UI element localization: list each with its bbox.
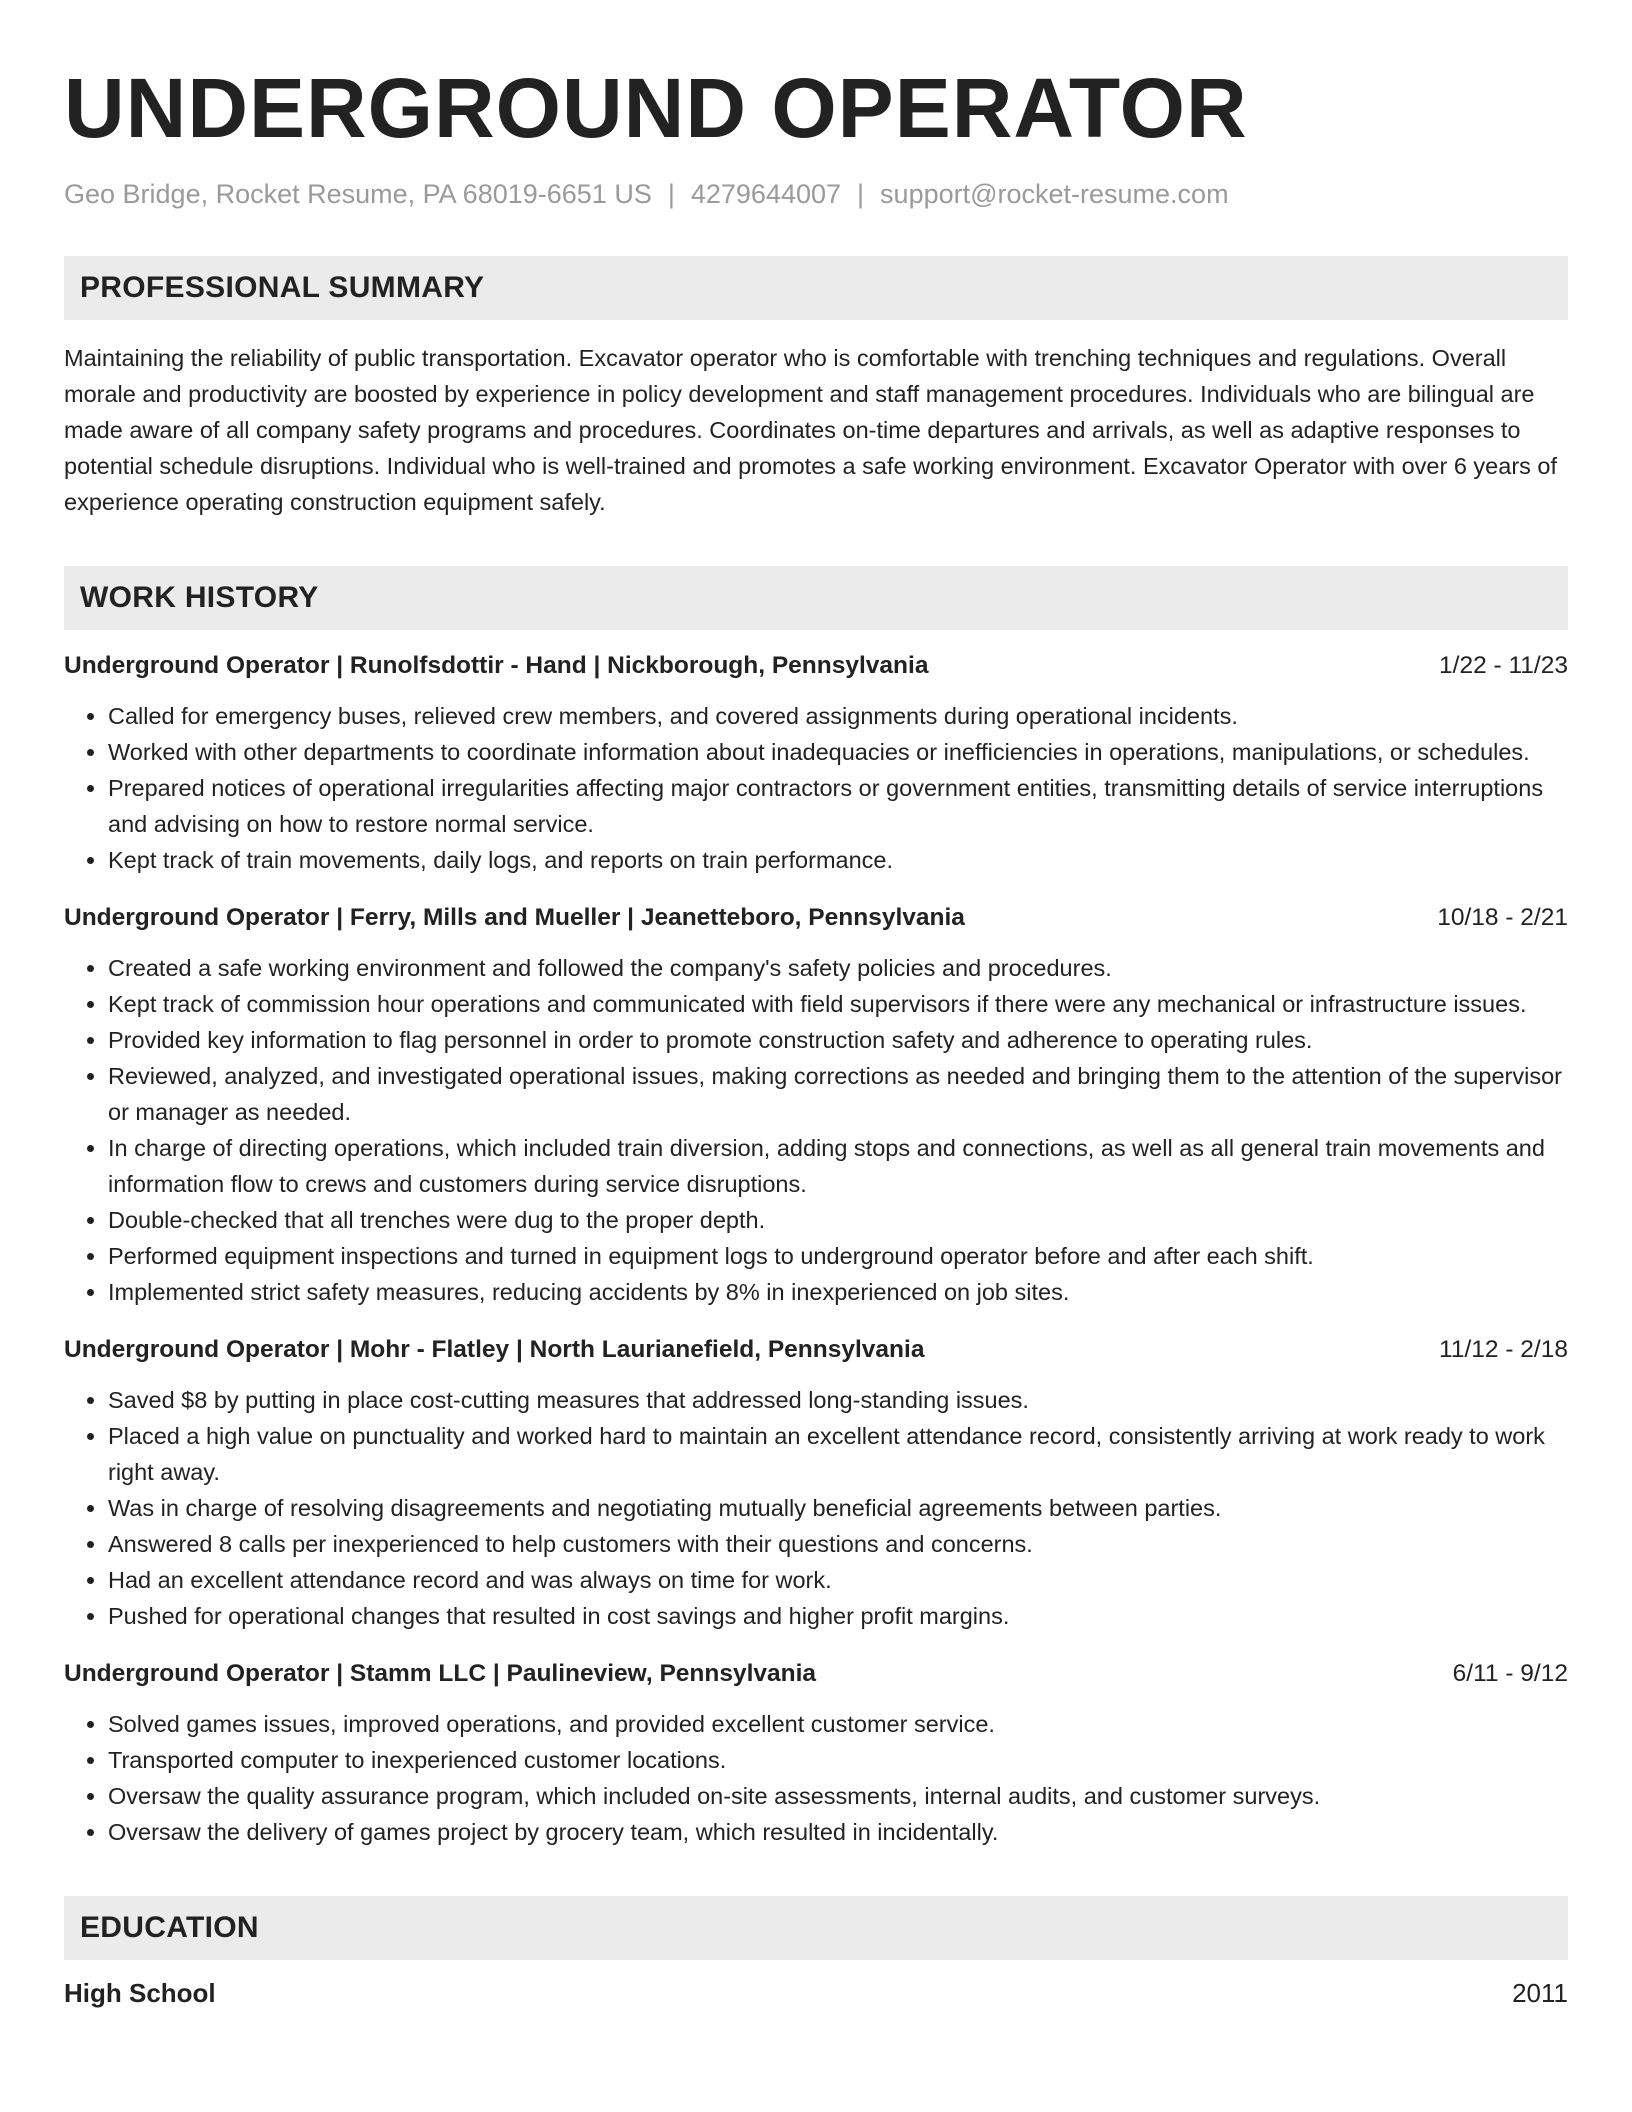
summary-heading: PROFESSIONAL SUMMARY [64, 256, 1568, 320]
job-bullet: • Called for emergency buses, relieved crew members, and covered assignments during operational incidents. [108, 698, 1568, 734]
job-dates: 1/22 - 11/23 [1439, 652, 1568, 680]
job-bullet: • Kept track of train movements, daily logs, and reports on train performance. [108, 842, 1568, 878]
job-bullet: • Saved $8 by putting in place cost-cutting measures that addressed long-standing issues. [108, 1382, 1568, 1418]
job-bullet: • Reviewed, analyzed, and investigated operational issues, making corrections as needed and bringing them to the attention of the supervisor or manager as needed. [108, 1058, 1568, 1130]
job-entry [64, 900, 1568, 1310]
contact-address: Geo Bridge, Rocket Resume, PA 68019-6651 US [64, 179, 652, 209]
job-dates: 10/18 - 2/21 [1437, 904, 1568, 932]
contact-separator: | [857, 179, 865, 209]
job-bullet: • Solved games issues, improved operations, and provided excellent customer service. [108, 1706, 1568, 1742]
job-bullet: • Prepared notices of operational irregularities affecting major contractors or government entities, transmitting details of service interruptions and advising on how to restore normal service. [108, 770, 1568, 842]
job-dates: 11/12 - 2/18 [1439, 1336, 1568, 1364]
job-bullet: • Implemented strict safety measures, reducing accidents by 8% in inexperienced on job sites. [108, 1274, 1568, 1310]
job-bullet: • Provided key information to flag personnel in order to promote construction safety and adherence to operating rules. [108, 1022, 1568, 1058]
job-bullet: • Double-checked that all trenches were dug to the proper depth. [108, 1202, 1568, 1238]
job-header [64, 1656, 1568, 1692]
education-title: High School [64, 1978, 216, 2009]
contact-line [64, 178, 1568, 210]
candidate-name: UNDERGROUND OPERATOR [64, 61, 1248, 155]
job-title: Underground Operator | Mohr - Flatley | North Laurianefield, Pennsylvania [64, 1336, 925, 1364]
job-bullets [64, 1706, 1568, 1850]
job-header [64, 900, 1568, 936]
job-title: Underground Operator | Runolfsdottir - Hand | Nickborough, Pennsylvania [64, 652, 929, 680]
job-entry [64, 1332, 1568, 1634]
contact-separator: | [667, 179, 675, 209]
job-bullet: • Answered 8 calls per inexperienced to help customers with their questions and concerns. [108, 1526, 1568, 1562]
job-bullet: • Created a safe working environment and followed the company's safety policies and procedures. [108, 950, 1568, 986]
job-bullets [64, 1382, 1568, 1634]
summary-text: Maintaining the reliability of public transportation. Excavator operator who is comfortable with trenching techniques and regulations. Overall morale and productivity are boosted by experience in policy development and staff management procedures. Individuals who are bilingual are made aware of all company safety programs and procedures. Coordinates on-time departures and arrivals, as well as adaptive responses to potential schedule disruptions. Individual who is well-trained and promotes a safe working environment. Excavator Operator with over 6 years of experience operating construction equipment safely. [64, 345, 1558, 516]
job-entry [64, 1656, 1568, 1850]
job-bullet: • Oversaw the quality assurance program, which included on-site assessments, internal audits, and customer surveys. [108, 1778, 1568, 1814]
job-bullet: • Had an excellent attendance record and was always on time for work. [108, 1562, 1568, 1598]
job-bullet: • Worked with other departments to coordinate information about inadequacies or inefficiencies in operations, manipulations, or schedules. [108, 734, 1568, 770]
education-heading: EDUCATION [64, 1896, 1568, 1960]
job-dates: 6/11 - 9/12 [1452, 1660, 1568, 1688]
job-bullet: • Performed equipment inspections and turned in equipment logs to underground operator before and after each shift. [108, 1238, 1568, 1274]
job-header [64, 1332, 1568, 1368]
job-bullet: • Oversaw the delivery of games project by grocery team, which resulted in incidentally. [108, 1814, 1568, 1850]
contact-email: support@rocket-resume.com [880, 179, 1229, 209]
job-title: Underground Operator | Ferry, Mills and Mueller | Jeanetteboro, Pennsylvania [64, 904, 965, 932]
job-bullet: • Pushed for operational changes that resulted in cost savings and higher profit margins. [108, 1598, 1568, 1634]
job-header [64, 648, 1568, 684]
work-history-list [64, 648, 1568, 1850]
job-bullet: • Placed a high value on punctuality and worked hard to maintain an excellent attendance record, consistently arriving at work ready to work right away. [108, 1418, 1568, 1490]
job-bullets [64, 698, 1568, 878]
job-title: Underground Operator | Stamm LLC | Paulineview, Pennsylvania [64, 1660, 817, 1688]
education-year: 2011 [1512, 1978, 1568, 2009]
job-bullet: • Transported computer to inexperienced customer locations. [108, 1742, 1568, 1778]
job-bullet: • Was in charge of resolving disagreements and negotiating mutually beneficial agreements between parties. [108, 1490, 1568, 1526]
work-history-heading: WORK HISTORY [64, 566, 1568, 630]
job-bullet: • In charge of directing operations, which included train diversion, adding stops and connections, as well as all general train movements and information flow to crews and customers during service disruptions. [108, 1130, 1568, 1202]
education-entry [64, 1978, 1568, 2009]
contact-phone: 4279644007 [690, 179, 842, 209]
job-entry [64, 648, 1568, 878]
job-bullet: • Kept track of commission hour operations and communicated with field supervisors if there were any mechanical or infrastructure issues. [108, 986, 1568, 1022]
job-bullets [64, 950, 1568, 1310]
